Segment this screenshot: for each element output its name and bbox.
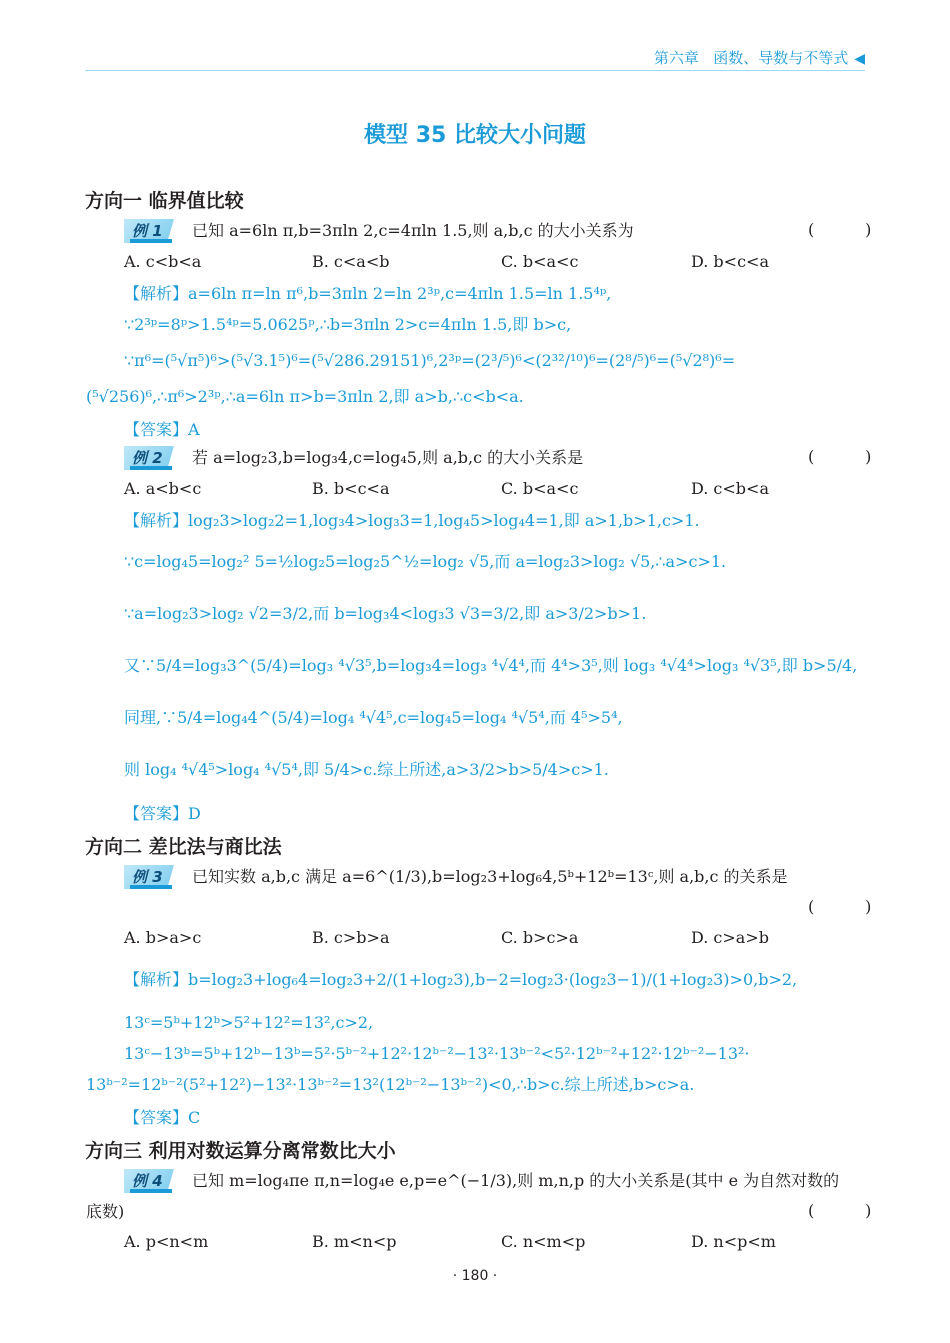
option-b: B. c<a<b <box>312 252 390 271</box>
section-heading-1: 方向一 临界值比较 <box>85 190 244 212</box>
solution-line: ∵a=log₂3>log₂ √2=3/2,而 b=log₃4<log₃3 √3=3/2,即 a>3/2>b>1. <box>124 604 647 623</box>
option-c: C. b<a<c <box>501 252 579 271</box>
solution-line: 又∵5/4=log₃3^(5/4)=log₃ ⁴√3⁵,b=log₃4=log₃ ⁴√4⁴,而 4⁴>3⁵,则 log₃ ⁴√4⁴>log₃ ⁴√3⁵,即 b>5/4, <box>124 656 858 675</box>
solution-line: ∵2³ᵖ=8ᵖ>1.5⁴ᵖ=5.0625ᵖ,∴b=3πln 2>c=4πln 1.5,即 b>c, <box>124 315 572 334</box>
example-3-question: 已知实数 a,b,c 满足 a=6^(1/3),b=log₂3+log₆4,5ᵇ+12ᵇ=13ᶜ,则 a,b,c 的关系是 <box>192 867 788 886</box>
example-4-question: 已知 m=log₄πe π,n=log₄e e,p=e^(−1/3),则 m,n,p 的大小关系是(其中 e 为自然对数的 <box>192 1171 840 1190</box>
option-b: B. m<n<p <box>312 1232 397 1251</box>
solution-line: 则 log₄ ⁴√4⁵>log₄ ⁴√5⁴,即 5/4>c.综上所述,a>3/2>b>5/4>c>1. <box>124 760 609 779</box>
option-b: B. b<c<a <box>312 479 390 498</box>
solution-line: 【解析】b=log₂3+log₆4=log₂3+2/(1+log₂3),b−2=log₂3·(log₂3−1)/(1+log₂3)>0,b>2, <box>124 970 798 989</box>
solution-line: 【解析】log₂3>log₂2=1,log₃4>log₃3=1,log₄5>log₄4=1,即 a>1,b>1,c>1. <box>124 511 700 530</box>
chapter-label: 第六章 <box>653 49 699 67</box>
option-b: B. c>b>a <box>312 928 390 947</box>
option-d: D. c<b<a <box>691 479 769 498</box>
solution-line: (⁵√256)⁶,∴π⁶>2³ᵖ,∴a=6ln π>b=3πln 2,即 a>b,∴c<b<a. <box>86 387 524 406</box>
triangle-left-icon: ◀ <box>854 51 865 67</box>
option-d: D. b<c<a <box>691 252 769 271</box>
solution-line: 13ᶜ−13ᵇ=5ᵇ+12ᵇ−13ᵇ=5²·5ᵇ⁻²+12²·12ᵇ⁻²−13²·13ᵇ⁻²<5²·12ᵇ⁻²+12²·12ᵇ⁻²−13²· <box>124 1044 750 1063</box>
example-4-question-cont: 底数) <box>86 1202 125 1221</box>
option-d: D. c>a>b <box>691 928 769 947</box>
answer-blank: ( ) <box>808 897 872 916</box>
option-a: A. a<b<c <box>124 479 202 498</box>
section-heading-2: 方向二 差比法与商比法 <box>85 836 282 858</box>
example-badge-4: 例 4 <box>124 1169 174 1193</box>
option-a: A. b>a>c <box>124 928 202 947</box>
example-1-question: 已知 a=6ln π,b=3πln 2,c=4πln 1.5,则 a,b,c 的大小关系为 <box>192 221 634 240</box>
answer-label: 【答案】A <box>124 420 200 439</box>
option-d: D. n<p<m <box>691 1232 776 1251</box>
solution-line: ∵c=log₄5=log₂² 5=½log₂5=log₂5^½=log₂ √5,而 a=log₂3>log₂ √5,∴a>c>1. <box>124 552 727 571</box>
solution-line: 【解析】a=6ln π=ln π⁶,b=3πln 2=ln 2³ᵖ,c=4πln 1.5=ln 1.5⁴ᵖ, <box>124 284 612 303</box>
option-a: A. p<n<m <box>124 1232 209 1251</box>
solution-line: ∵π⁶=(⁵√π⁵)⁶>(⁵√3.1⁵)⁶=(⁵√286.29151)⁶,2³ᵖ=(2³/⁵)⁶<(2³²/¹⁰)⁶=(2⁸/⁵)⁶=(⁵√2⁸)⁶= <box>124 351 736 370</box>
section-heading-3: 方向三 利用对数运算分离常数比大小 <box>85 1140 396 1162</box>
answer-label: 【答案】D <box>124 804 201 823</box>
running-header-text <box>654 47 865 68</box>
option-c: C. n<m<p <box>501 1232 586 1251</box>
answer-blank: ( ) <box>808 447 872 466</box>
chapter-topic: 函数、导数与不等式 <box>713 49 849 67</box>
answer-label: 【答案】C <box>124 1108 201 1127</box>
option-c: C. b>c>a <box>501 928 579 947</box>
solution-line: 13ᵇ⁻²=12ᵇ⁻²(5²+12²)−13²·13ᵇ⁻²=13²(12ᵇ⁻²−13ᵇ⁻²)<0,∴b>c.综上所述,b>c>a. <box>86 1075 695 1094</box>
answer-blank: ( ) <box>808 220 872 239</box>
solution-line: 13ᶜ=5ᵇ+12ᵇ>5²+12²=13²,c>2, <box>124 1013 374 1032</box>
example-badge-3: 例 3 <box>124 865 174 889</box>
page-number: · 180 · <box>452 1268 498 1284</box>
example-2-question: 若 a=log₂3,b=log₃4,c=log₄5,则 a,b,c 的大小关系是 <box>192 448 584 467</box>
answer-blank: ( ) <box>808 1201 872 1220</box>
running-header <box>85 44 865 71</box>
example-badge-1: 例 1 <box>124 219 174 243</box>
option-a: A. c<b<a <box>124 252 202 271</box>
solution-line: 同理,∵5/4=log₄4^(5/4)=log₄ ⁴√4⁵,c=log₄5=log₄ ⁴√5⁴,而 4⁵>5⁴, <box>124 708 623 727</box>
page-title: 模型 35 比较大小问题 <box>364 123 586 148</box>
example-badge-2: 例 2 <box>124 446 174 470</box>
option-c: C. b<a<c <box>501 479 579 498</box>
